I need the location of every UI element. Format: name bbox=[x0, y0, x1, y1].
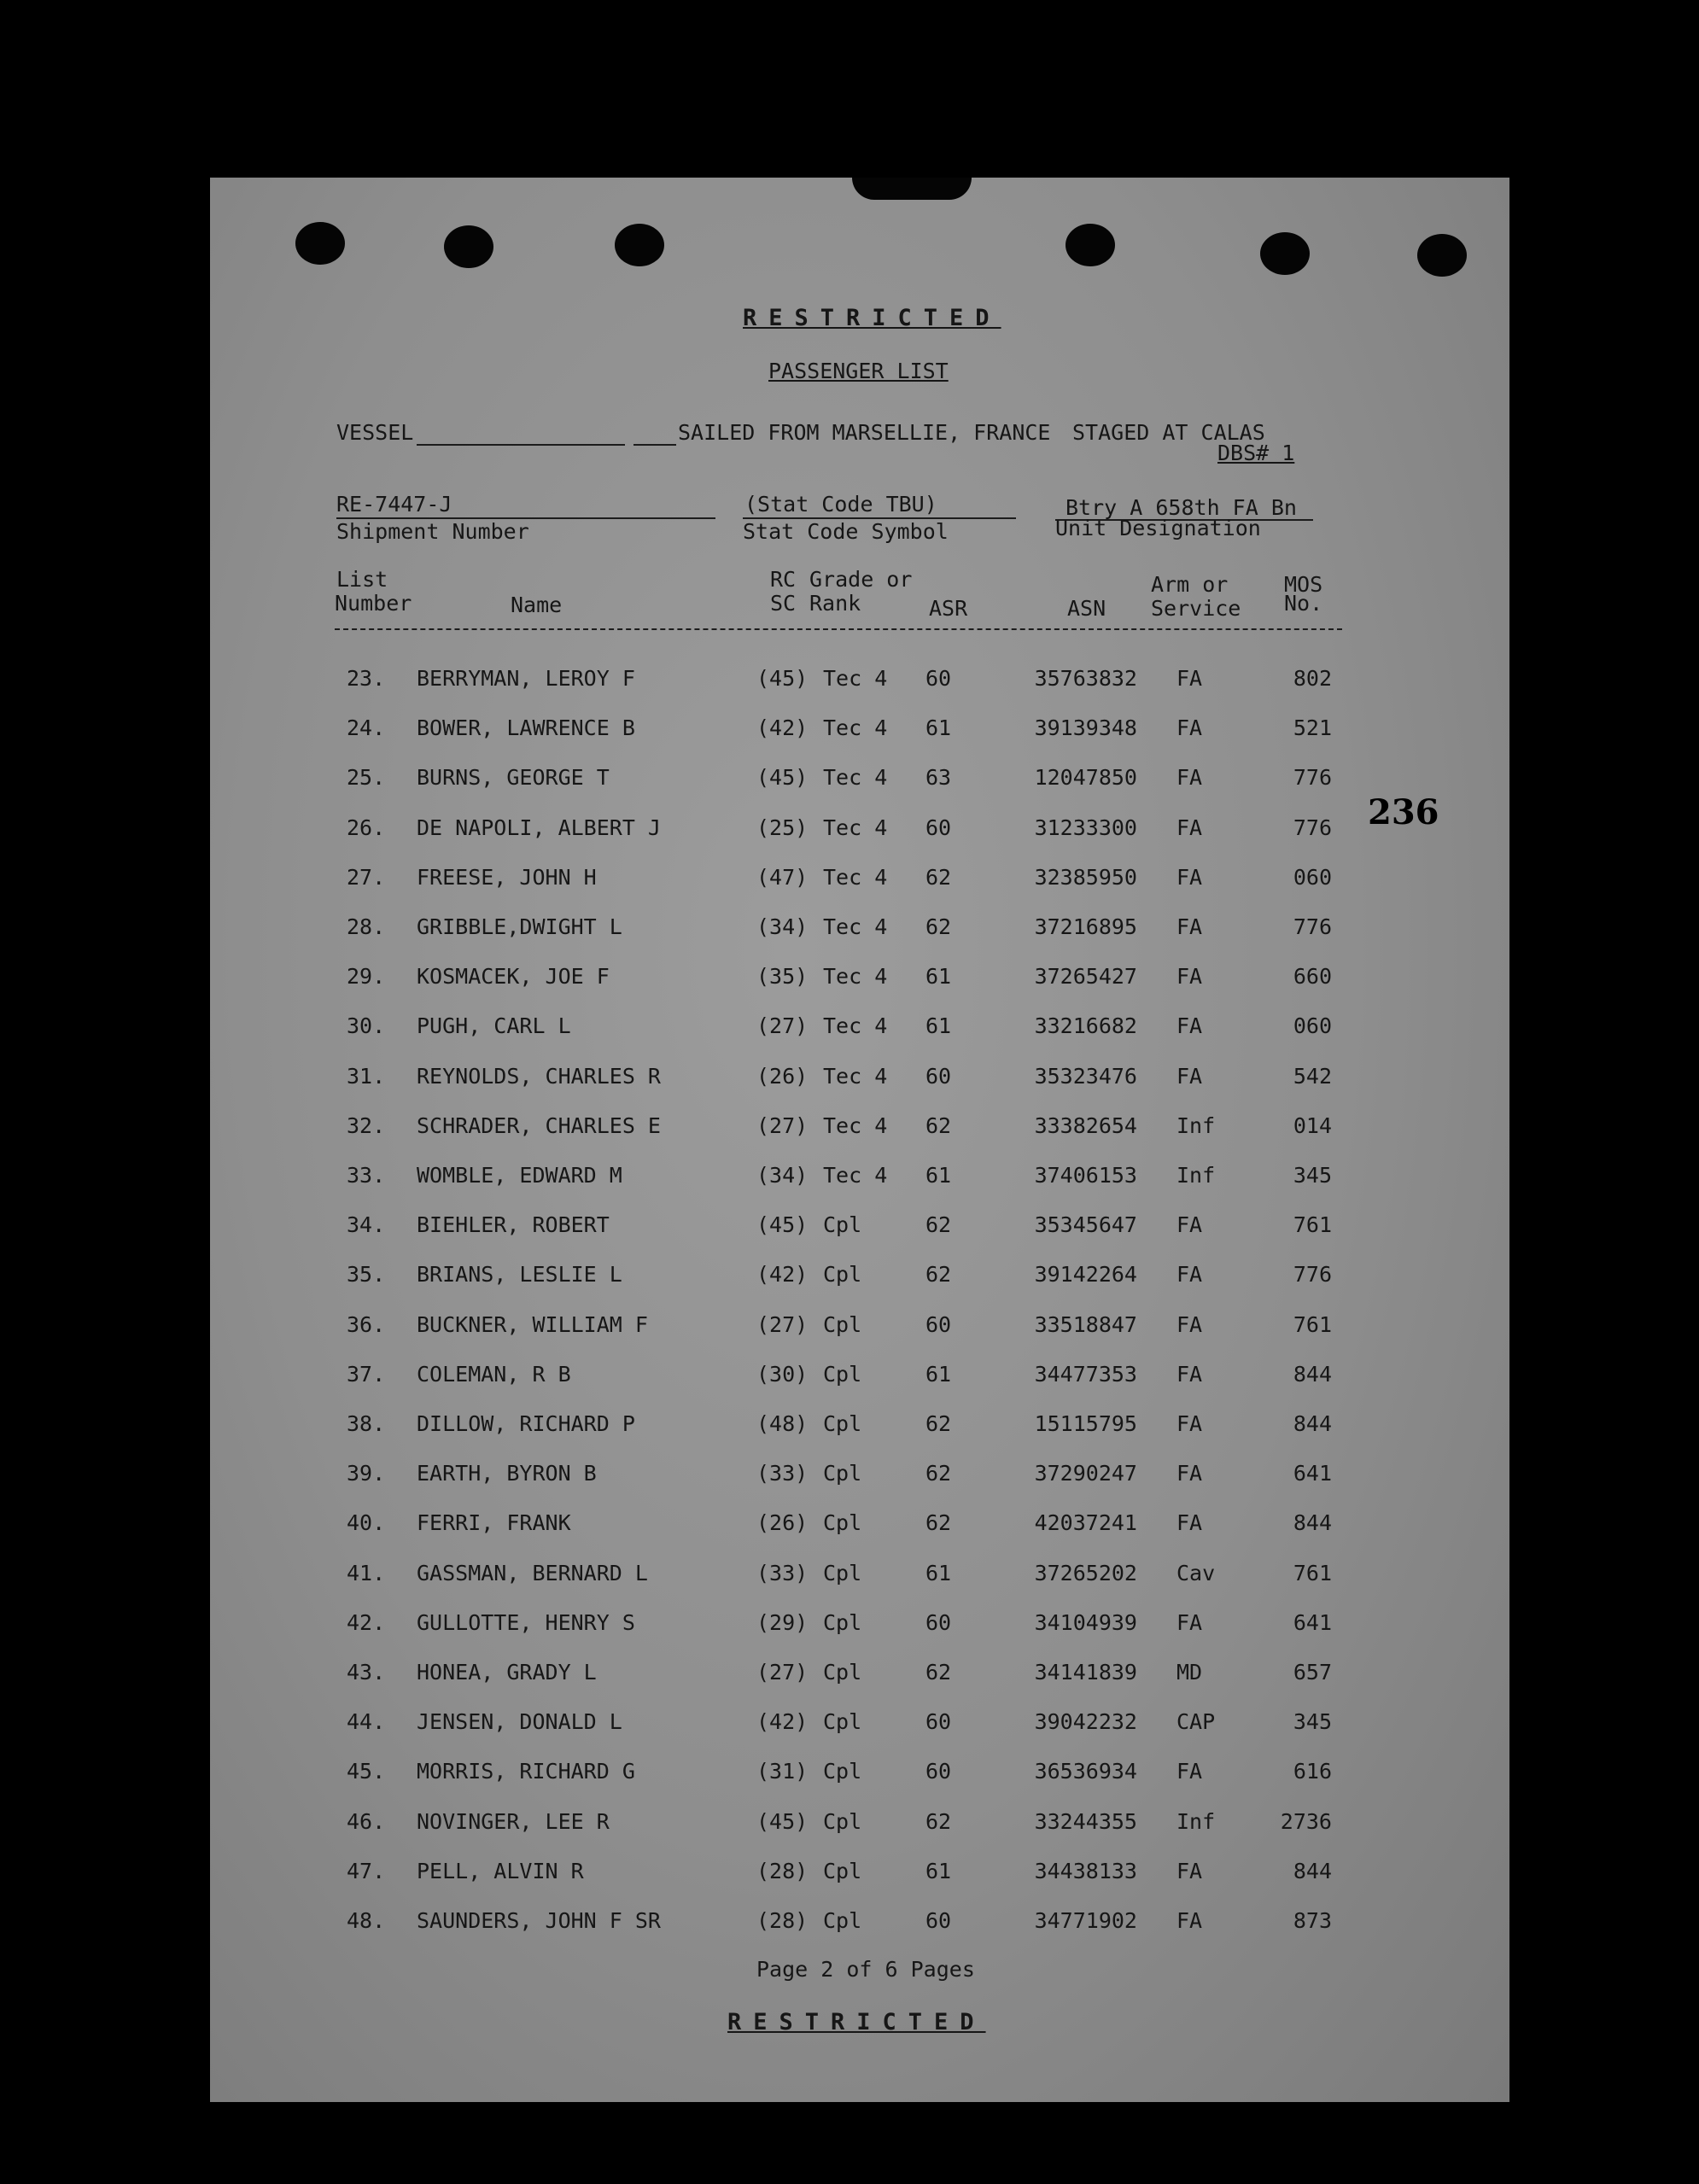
col-service: Service bbox=[1151, 596, 1241, 621]
cell-asn: 39142264 bbox=[1034, 1262, 1137, 1288]
paper-tear bbox=[852, 178, 972, 200]
cell-num: 27. bbox=[347, 864, 386, 890]
cell-arm: Cav bbox=[1176, 1560, 1216, 1585]
cell-name: GASSMAN, BERNARD L bbox=[417, 1560, 648, 1585]
cell-name: SAUNDERS, JOHN F SR bbox=[417, 1908, 661, 1933]
cell-asn: 32385950 bbox=[1034, 864, 1137, 890]
cell-arm: FA bbox=[1176, 864, 1203, 890]
cell-rank: Cpl bbox=[823, 1808, 862, 1834]
shipment-number-label: Shipment Number bbox=[336, 519, 529, 544]
col-name: Name bbox=[511, 593, 563, 617]
cell-num: 23. bbox=[347, 666, 386, 691]
cell-mos: 060 bbox=[1293, 1013, 1332, 1039]
cell-arm: FA bbox=[1176, 1510, 1203, 1536]
cell-rank: Tec 4 bbox=[823, 815, 888, 840]
cell-name: SCHRADER, CHARLES E bbox=[417, 1112, 661, 1138]
cell-mos: 641 bbox=[1293, 1609, 1332, 1635]
cell-asn: 34141839 bbox=[1034, 1660, 1137, 1685]
cell-num: 25. bbox=[347, 765, 386, 791]
cell-asn: 36536934 bbox=[1034, 1759, 1137, 1784]
cell-mos: 776 bbox=[1293, 765, 1332, 791]
cell-sc: (47) bbox=[756, 864, 809, 890]
cell-mos: 641 bbox=[1293, 1461, 1332, 1486]
cell-rank: Cpl bbox=[823, 1510, 862, 1536]
cell-rank: Cpl bbox=[823, 1709, 862, 1735]
cell-sc: (33) bbox=[756, 1560, 809, 1585]
cell-arm: FA bbox=[1176, 1262, 1203, 1288]
cell-name: REYNOLDS, CHARLES R bbox=[417, 1063, 661, 1089]
cell-asr: 62 bbox=[925, 1112, 952, 1138]
cell-rank: Cpl bbox=[823, 1560, 862, 1585]
cell-asr: 62 bbox=[925, 1212, 952, 1238]
vessel-blank-line bbox=[417, 444, 625, 446]
cell-asn: 39042232 bbox=[1034, 1709, 1137, 1735]
cell-name: COLEMAN, R B bbox=[417, 1361, 571, 1387]
col-number: Number bbox=[335, 591, 412, 616]
punch-hole bbox=[1066, 224, 1115, 266]
cell-name: WOMBLE, EDWARD M bbox=[417, 1163, 622, 1188]
cell-num: 47. bbox=[347, 1858, 386, 1883]
cell-asn: 34477353 bbox=[1034, 1361, 1137, 1387]
cell-arm: FA bbox=[1176, 715, 1203, 741]
classification-bottom: RESTRICTED bbox=[727, 2009, 986, 2035]
cell-arm: FA bbox=[1176, 666, 1203, 691]
cell-asn: 39139348 bbox=[1034, 715, 1137, 741]
cell-mos: 776 bbox=[1293, 914, 1332, 939]
cell-name: DE NAPOLI, ALBERT J bbox=[417, 815, 661, 840]
cell-name: MORRIS, RICHARD G bbox=[417, 1759, 635, 1784]
cell-sc: (45) bbox=[756, 1808, 809, 1834]
cell-asr: 60 bbox=[925, 1759, 952, 1784]
col-sc: SC bbox=[770, 591, 797, 616]
cell-asn: 33216682 bbox=[1034, 1013, 1137, 1039]
cell-num: 24. bbox=[347, 715, 386, 741]
cell-sc: (42) bbox=[756, 715, 809, 741]
classification-top: RESTRICTED bbox=[743, 305, 1001, 331]
cell-name: FREESE, JOHN H bbox=[417, 864, 597, 890]
cell-sc: (33) bbox=[756, 1461, 809, 1486]
cell-name: BIEHLER, ROBERT bbox=[417, 1212, 610, 1238]
cell-num: 34. bbox=[347, 1212, 386, 1238]
cell-num: 28. bbox=[347, 914, 386, 939]
cell-num: 44. bbox=[347, 1709, 386, 1735]
cell-mos: 657 bbox=[1293, 1660, 1332, 1685]
stamp-number: 236 bbox=[1368, 792, 1439, 832]
cell-num: 26. bbox=[347, 815, 386, 840]
cell-asn: 31233300 bbox=[1034, 815, 1137, 840]
col-asr: ASR bbox=[929, 596, 968, 621]
cell-asn: 35345647 bbox=[1034, 1212, 1137, 1238]
punch-hole bbox=[1260, 232, 1310, 275]
cell-sc: (45) bbox=[756, 666, 809, 691]
cell-num: 39. bbox=[347, 1461, 386, 1486]
col-asn: ASN bbox=[1067, 596, 1106, 621]
cell-name: DILLOW, RICHARD P bbox=[417, 1411, 635, 1436]
cell-num: 43. bbox=[347, 1660, 386, 1685]
cell-mos: 542 bbox=[1293, 1063, 1332, 1089]
cell-rank: Tec 4 bbox=[823, 1112, 888, 1138]
cell-sc: (28) bbox=[756, 1858, 809, 1883]
cell-mos: 761 bbox=[1293, 1560, 1332, 1585]
cell-rank: Tec 4 bbox=[823, 1013, 888, 1039]
cell-mos: 345 bbox=[1293, 1163, 1332, 1188]
cell-name: BERRYMAN, LEROY F bbox=[417, 666, 635, 691]
cell-mos: 014 bbox=[1293, 1112, 1332, 1138]
cell-asn: 37265202 bbox=[1034, 1560, 1137, 1585]
cell-arm: FA bbox=[1176, 1908, 1203, 1933]
cell-rank: Tec 4 bbox=[823, 1163, 888, 1188]
cell-num: 41. bbox=[347, 1560, 386, 1585]
cell-asn: 12047850 bbox=[1034, 765, 1137, 791]
cell-asn: 37406153 bbox=[1034, 1163, 1137, 1188]
cell-arm: FA bbox=[1176, 1013, 1203, 1039]
cell-asr: 60 bbox=[925, 1908, 952, 1933]
cell-asr: 62 bbox=[925, 1411, 952, 1436]
cell-asr: 60 bbox=[925, 1063, 952, 1089]
cell-sc: (42) bbox=[756, 1262, 809, 1288]
cell-asr: 63 bbox=[925, 765, 952, 791]
cell-arm: MD bbox=[1176, 1660, 1203, 1685]
cell-rank: Tec 4 bbox=[823, 1063, 888, 1089]
cell-num: 37. bbox=[347, 1361, 386, 1387]
cell-num: 33. bbox=[347, 1163, 386, 1188]
cell-mos: 844 bbox=[1293, 1411, 1332, 1436]
cell-asn: 34104939 bbox=[1034, 1609, 1137, 1635]
shipment-number: RE-7447-J bbox=[336, 492, 452, 517]
cell-arm: Inf bbox=[1176, 1808, 1216, 1834]
cell-name: FERRI, FRANK bbox=[417, 1510, 571, 1536]
vessel-blank-line bbox=[633, 444, 676, 446]
cell-rank: Tec 4 bbox=[823, 864, 888, 890]
cell-asn: 33244355 bbox=[1034, 1808, 1137, 1834]
cell-sc: (28) bbox=[756, 1908, 809, 1933]
cell-asr: 62 bbox=[925, 1660, 952, 1685]
cell-name: HONEA, GRADY L bbox=[417, 1660, 597, 1685]
col-rc: RC bbox=[770, 567, 797, 592]
cell-num: 35. bbox=[347, 1262, 386, 1288]
punch-hole bbox=[444, 225, 493, 268]
sailed-from: SAILED FROM MARSELLIE, FRANCE bbox=[678, 420, 1051, 445]
cell-num: 45. bbox=[347, 1759, 386, 1784]
cell-sc: (34) bbox=[756, 914, 809, 939]
cell-mos: 2736 bbox=[1280, 1808, 1332, 1834]
cell-name: PUGH, CARL L bbox=[417, 1013, 571, 1039]
cell-name: NOVINGER, LEE R bbox=[417, 1808, 610, 1834]
cell-rank: Tec 4 bbox=[823, 964, 888, 990]
cell-sc: (27) bbox=[756, 1013, 809, 1039]
unit-designation: Btry A 658th FA Bn bbox=[1066, 495, 1297, 520]
cell-arm: FA bbox=[1176, 1311, 1203, 1337]
cell-asn: 15115795 bbox=[1034, 1411, 1137, 1436]
cell-rank: Tec 4 bbox=[823, 914, 888, 939]
cell-asn: 33518847 bbox=[1034, 1311, 1137, 1337]
cell-num: 48. bbox=[347, 1908, 386, 1933]
cell-name: GRIBBLE,DWIGHT L bbox=[417, 914, 622, 939]
cell-mos: 761 bbox=[1293, 1311, 1332, 1337]
cell-asr: 62 bbox=[925, 1461, 952, 1486]
cell-sc: (35) bbox=[756, 964, 809, 990]
staged-at: STAGED AT CALAS bbox=[1072, 420, 1265, 445]
cell-arm: FA bbox=[1176, 1411, 1203, 1436]
cell-asn: 42037241 bbox=[1034, 1510, 1137, 1536]
cell-asr: 62 bbox=[925, 914, 952, 939]
col-mos: MOS bbox=[1284, 572, 1323, 597]
cell-mos: 521 bbox=[1293, 715, 1332, 741]
document-page bbox=[210, 178, 1509, 2102]
cell-arm: FA bbox=[1176, 914, 1203, 939]
cell-mos: 616 bbox=[1293, 1759, 1332, 1784]
cell-mos: 844 bbox=[1293, 1858, 1332, 1883]
cell-name: GULLOTTE, HENRY S bbox=[417, 1609, 635, 1635]
page-indicator: Page 2 of 6 Pages bbox=[756, 1957, 975, 1982]
cell-arm: FA bbox=[1176, 1361, 1203, 1387]
cell-sc: (25) bbox=[756, 815, 809, 840]
cell-asn: 35763832 bbox=[1034, 666, 1137, 691]
cell-mos: 873 bbox=[1293, 1908, 1332, 1933]
cell-rank: Cpl bbox=[823, 1311, 862, 1337]
cell-rank: Cpl bbox=[823, 1361, 862, 1387]
cell-asn: 34438133 bbox=[1034, 1858, 1137, 1883]
cell-rank: Cpl bbox=[823, 1609, 862, 1635]
cell-rank: Cpl bbox=[823, 1461, 862, 1486]
cell-arm: Inf bbox=[1176, 1112, 1216, 1138]
cell-asr: 62 bbox=[925, 1510, 952, 1536]
punch-hole bbox=[615, 224, 664, 266]
cell-mos: 844 bbox=[1293, 1510, 1332, 1536]
cell-asr: 60 bbox=[925, 1609, 952, 1635]
cell-rank: Cpl bbox=[823, 1411, 862, 1436]
cell-arm: FA bbox=[1176, 1461, 1203, 1486]
cell-sc: (45) bbox=[756, 1212, 809, 1238]
cell-mos: 844 bbox=[1293, 1361, 1332, 1387]
dbs-number: DBS# 1 bbox=[1217, 441, 1295, 465]
cell-mos: 761 bbox=[1293, 1212, 1332, 1238]
cell-arm: FA bbox=[1176, 815, 1203, 840]
cell-asn: 34771902 bbox=[1034, 1908, 1137, 1933]
cell-num: 46. bbox=[347, 1808, 386, 1834]
cell-rank: Cpl bbox=[823, 1759, 862, 1784]
cell-asn: 37216895 bbox=[1034, 914, 1137, 939]
cell-rank: Cpl bbox=[823, 1212, 862, 1238]
cell-rank: Cpl bbox=[823, 1660, 862, 1685]
page-title: PASSENGER LIST bbox=[768, 359, 949, 383]
cell-asr: 60 bbox=[925, 1709, 952, 1735]
cell-num: 31. bbox=[347, 1063, 386, 1089]
cell-asr: 62 bbox=[925, 1262, 952, 1288]
cell-rank: Cpl bbox=[823, 1908, 862, 1933]
cell-asr: 61 bbox=[925, 1560, 952, 1585]
cell-sc: (30) bbox=[756, 1361, 809, 1387]
cell-asn: 37265427 bbox=[1034, 964, 1137, 990]
cell-asr: 61 bbox=[925, 1163, 952, 1188]
cell-arm: FA bbox=[1176, 1759, 1203, 1784]
cell-arm: FA bbox=[1176, 1858, 1203, 1883]
cell-sc: (27) bbox=[756, 1112, 809, 1138]
cell-asr: 60 bbox=[925, 1311, 952, 1337]
cell-rank: Cpl bbox=[823, 1262, 862, 1288]
cell-num: 30. bbox=[347, 1013, 386, 1039]
cell-arm: FA bbox=[1176, 765, 1203, 791]
col-list: List bbox=[336, 567, 388, 592]
cell-sc: (42) bbox=[756, 1709, 809, 1735]
col-no: No. bbox=[1284, 591, 1323, 616]
cell-arm: FA bbox=[1176, 1063, 1203, 1089]
stat-code: (Stat Code TBU) bbox=[744, 492, 937, 517]
cell-sc: (48) bbox=[756, 1411, 809, 1436]
cell-name: PELL, ALVIN R bbox=[417, 1858, 584, 1883]
cell-arm: FA bbox=[1176, 964, 1203, 990]
cell-arm: Inf bbox=[1176, 1163, 1216, 1188]
stat-code-label: Stat Code Symbol bbox=[743, 519, 949, 544]
cell-name: EARTH, BYRON B bbox=[417, 1461, 597, 1486]
col-rank: Rank bbox=[809, 591, 861, 616]
cell-asr: 62 bbox=[925, 1808, 952, 1834]
cell-sc: (27) bbox=[756, 1660, 809, 1685]
header-divider bbox=[335, 628, 1342, 630]
col-arm: Arm or bbox=[1151, 572, 1229, 597]
cell-rank: Cpl bbox=[823, 1858, 862, 1883]
cell-asr: 61 bbox=[925, 1013, 952, 1039]
cell-mos: 660 bbox=[1293, 964, 1332, 990]
cell-mos: 060 bbox=[1293, 864, 1332, 890]
col-grade: Grade or bbox=[809, 567, 913, 592]
cell-asr: 62 bbox=[925, 864, 952, 890]
cell-name: JENSEN, DONALD L bbox=[417, 1709, 622, 1735]
vessel-label: VESSEL bbox=[336, 420, 414, 445]
cell-asr: 61 bbox=[925, 1858, 952, 1883]
cell-name: BURNS, GEORGE T bbox=[417, 765, 610, 791]
cell-sc: (31) bbox=[756, 1759, 809, 1784]
cell-sc: (34) bbox=[756, 1163, 809, 1188]
cell-num: 29. bbox=[347, 964, 386, 990]
cell-asr: 61 bbox=[925, 964, 952, 990]
cell-sc: (29) bbox=[756, 1609, 809, 1635]
cell-name: BUCKNER, WILLIAM F bbox=[417, 1311, 648, 1337]
cell-asr: 60 bbox=[925, 666, 952, 691]
cell-num: 38. bbox=[347, 1411, 386, 1436]
cell-rank: Tec 4 bbox=[823, 715, 888, 741]
cell-name: BOWER, LAWRENCE B bbox=[417, 715, 635, 741]
cell-sc: (27) bbox=[756, 1311, 809, 1337]
unit-designation-label: Unit Designation bbox=[1055, 516, 1261, 540]
punch-hole bbox=[295, 222, 345, 265]
cell-mos: 776 bbox=[1293, 815, 1332, 840]
cell-rank: Tec 4 bbox=[823, 666, 888, 691]
cell-mos: 345 bbox=[1293, 1709, 1332, 1735]
cell-arm: FA bbox=[1176, 1609, 1203, 1635]
cell-num: 40. bbox=[347, 1510, 386, 1536]
cell-mos: 802 bbox=[1293, 666, 1332, 691]
cell-sc: (26) bbox=[756, 1510, 809, 1536]
cell-asr: 61 bbox=[925, 1361, 952, 1387]
cell-sc: (26) bbox=[756, 1063, 809, 1089]
cell-arm: CAP bbox=[1176, 1709, 1216, 1735]
cell-asn: 33382654 bbox=[1034, 1112, 1137, 1138]
cell-sc: (45) bbox=[756, 765, 809, 791]
cell-name: BRIANS, LESLIE L bbox=[417, 1262, 622, 1288]
cell-num: 32. bbox=[347, 1112, 386, 1138]
cell-arm: FA bbox=[1176, 1212, 1203, 1238]
cell-mos: 776 bbox=[1293, 1262, 1332, 1288]
cell-rank: Tec 4 bbox=[823, 765, 888, 791]
cell-asn: 35323476 bbox=[1034, 1063, 1137, 1089]
cell-asr: 60 bbox=[925, 815, 952, 840]
cell-asr: 61 bbox=[925, 715, 952, 741]
punch-hole bbox=[1417, 234, 1467, 277]
cell-asn: 37290247 bbox=[1034, 1461, 1137, 1486]
cell-name: KOSMACEK, JOE F bbox=[417, 964, 610, 990]
cell-num: 42. bbox=[347, 1609, 386, 1635]
cell-num: 36. bbox=[347, 1311, 386, 1337]
